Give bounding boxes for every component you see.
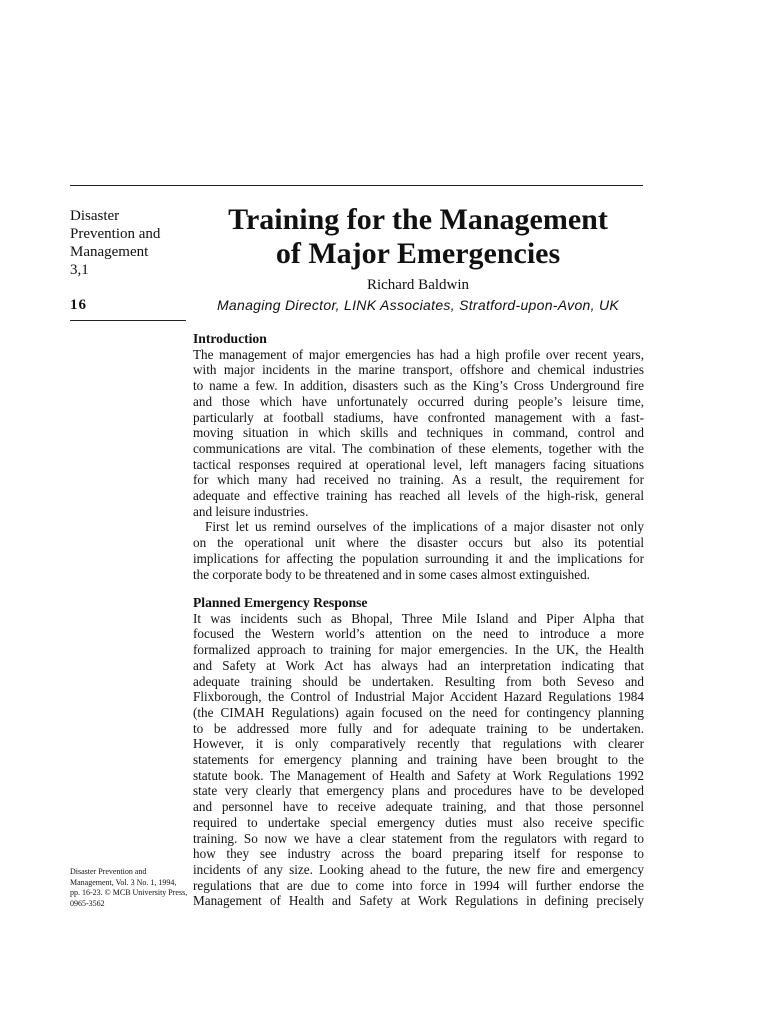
paragraph-line: and those which have unfortunately occurred during people’s leisure time, [193,393,644,409]
article-title [192,203,644,271]
header-rule [70,185,643,186]
paragraph-line: for which many had received no training. As a result, the requirement for [193,472,644,488]
paragraph-line: statements for emergency planning and training have been brought to the [193,752,644,768]
paragraph-line: required to undertake special emergency duties must also receive specific [193,814,644,830]
paragraph-line: to be addressed more fully and for adequate training to be undertaken. [193,720,644,736]
paragraph-line: However, it is only comparatively recently that regulations with clearer [193,736,644,752]
paragraph-line: formalized approach to training for major emergencies. In the UK, the Health [193,642,644,658]
paragraph-line: on the operational unit where the disaster occurs but also its potential [193,535,644,551]
paragraph-line: training. So now we have a clear statement from the regulators with regard to [193,830,644,846]
paragraph-line: with major incidents in the marine transport, offshore and chemical industries [193,362,644,378]
paragraph-line: Flixborough, the Control of Industrial Major Accident Hazard Regulations 1984 [193,689,644,705]
paragraph-line: particularly at football stadiums, have confronted management with a fast- [193,409,644,425]
journal-name: Disaster Prevention and Management 3,1 [70,208,161,278]
paragraph-line: First let us remind ourselves of the implications of a major disaster not only [205,519,644,535]
paragraph-line: The management of major emergencies has had a high profile over recent years, [193,346,644,362]
paragraph-line: moving situation in which skills and techniques in command, control and [193,425,644,441]
paragraph-line: and leisure industries. [193,503,309,519]
page-number: 16 [70,297,87,313]
paragraph-line: focused the Western world’s attention on the need to introduce a more [193,626,644,642]
section-heading: Planned Emergency Response [193,595,368,610]
paragraph-line: implications for affecting the population surrounding it and the implications for [193,550,644,566]
article-title-line: of Major Emergencies [275,237,561,270]
author-affiliation: Managing Director, LINK Associates, Stratford-upon-Avon, UK [216,297,620,313]
paragraph-line: and personnel have to receive adequate training, and that those personnel [193,799,644,815]
paragraph-line: regulations that are due to come into force in 1994 will further endorse the [193,877,644,893]
paragraph-line: and Safety at Work Act has always had an interpretation indicating that [193,657,644,673]
citation-footer: Disaster Prevention and Management, Vol. 3 No. 1, 1994, pp. 16-23. © MCB University Press, 0965-3562 [70,867,188,908]
paragraph-line: adequate and effective training has reached all levels of the high-risk, general [193,488,644,504]
paragraph-line: to name a few. In addition, disasters such as the King’s Cross Underground fire [193,378,644,394]
paragraph-line: communications are vital. The combination of these elements, together with the [193,440,644,456]
paragraph-line: the corporate body to be threatened and in some cases almost extinguished. [193,566,590,582]
paragraph-line: tactical responses required at operational level, left managers facing situations [193,456,644,472]
section-introduction [193,331,644,582]
paragraph-line: It was incidents such as Bhopal, Three Mile Island and Piper Alpha that [193,610,644,626]
paragraph-line: statute book. The Management of Health and Safety at Work Regulations 1992 [193,767,644,783]
author-name: Richard Baldwin [366,277,470,293]
paragraph-line: how they see industry across the board preparing itself for response to [193,846,644,862]
section-heading: Introduction [193,331,267,346]
paragraph-line: Management of Health and Safety at Work Regulations in defining precisely [193,893,644,909]
article-title-line: Training for the Management [228,203,608,236]
sidebar-rule [70,320,186,321]
paragraph-line: state very clearly that emergency plans and procedures have to be developed [193,783,644,799]
section-planned-emergency-response [193,595,644,909]
paragraph-line: incidents of any size. Looking ahead to the future, the new fire and emergency [193,861,644,877]
paragraph-line: (the CIMAH Regulations) again focused on the need for contingency planning [193,704,644,720]
paragraph-line: adequate training should be undertaken. Resulting from both Seveso and [193,673,644,689]
